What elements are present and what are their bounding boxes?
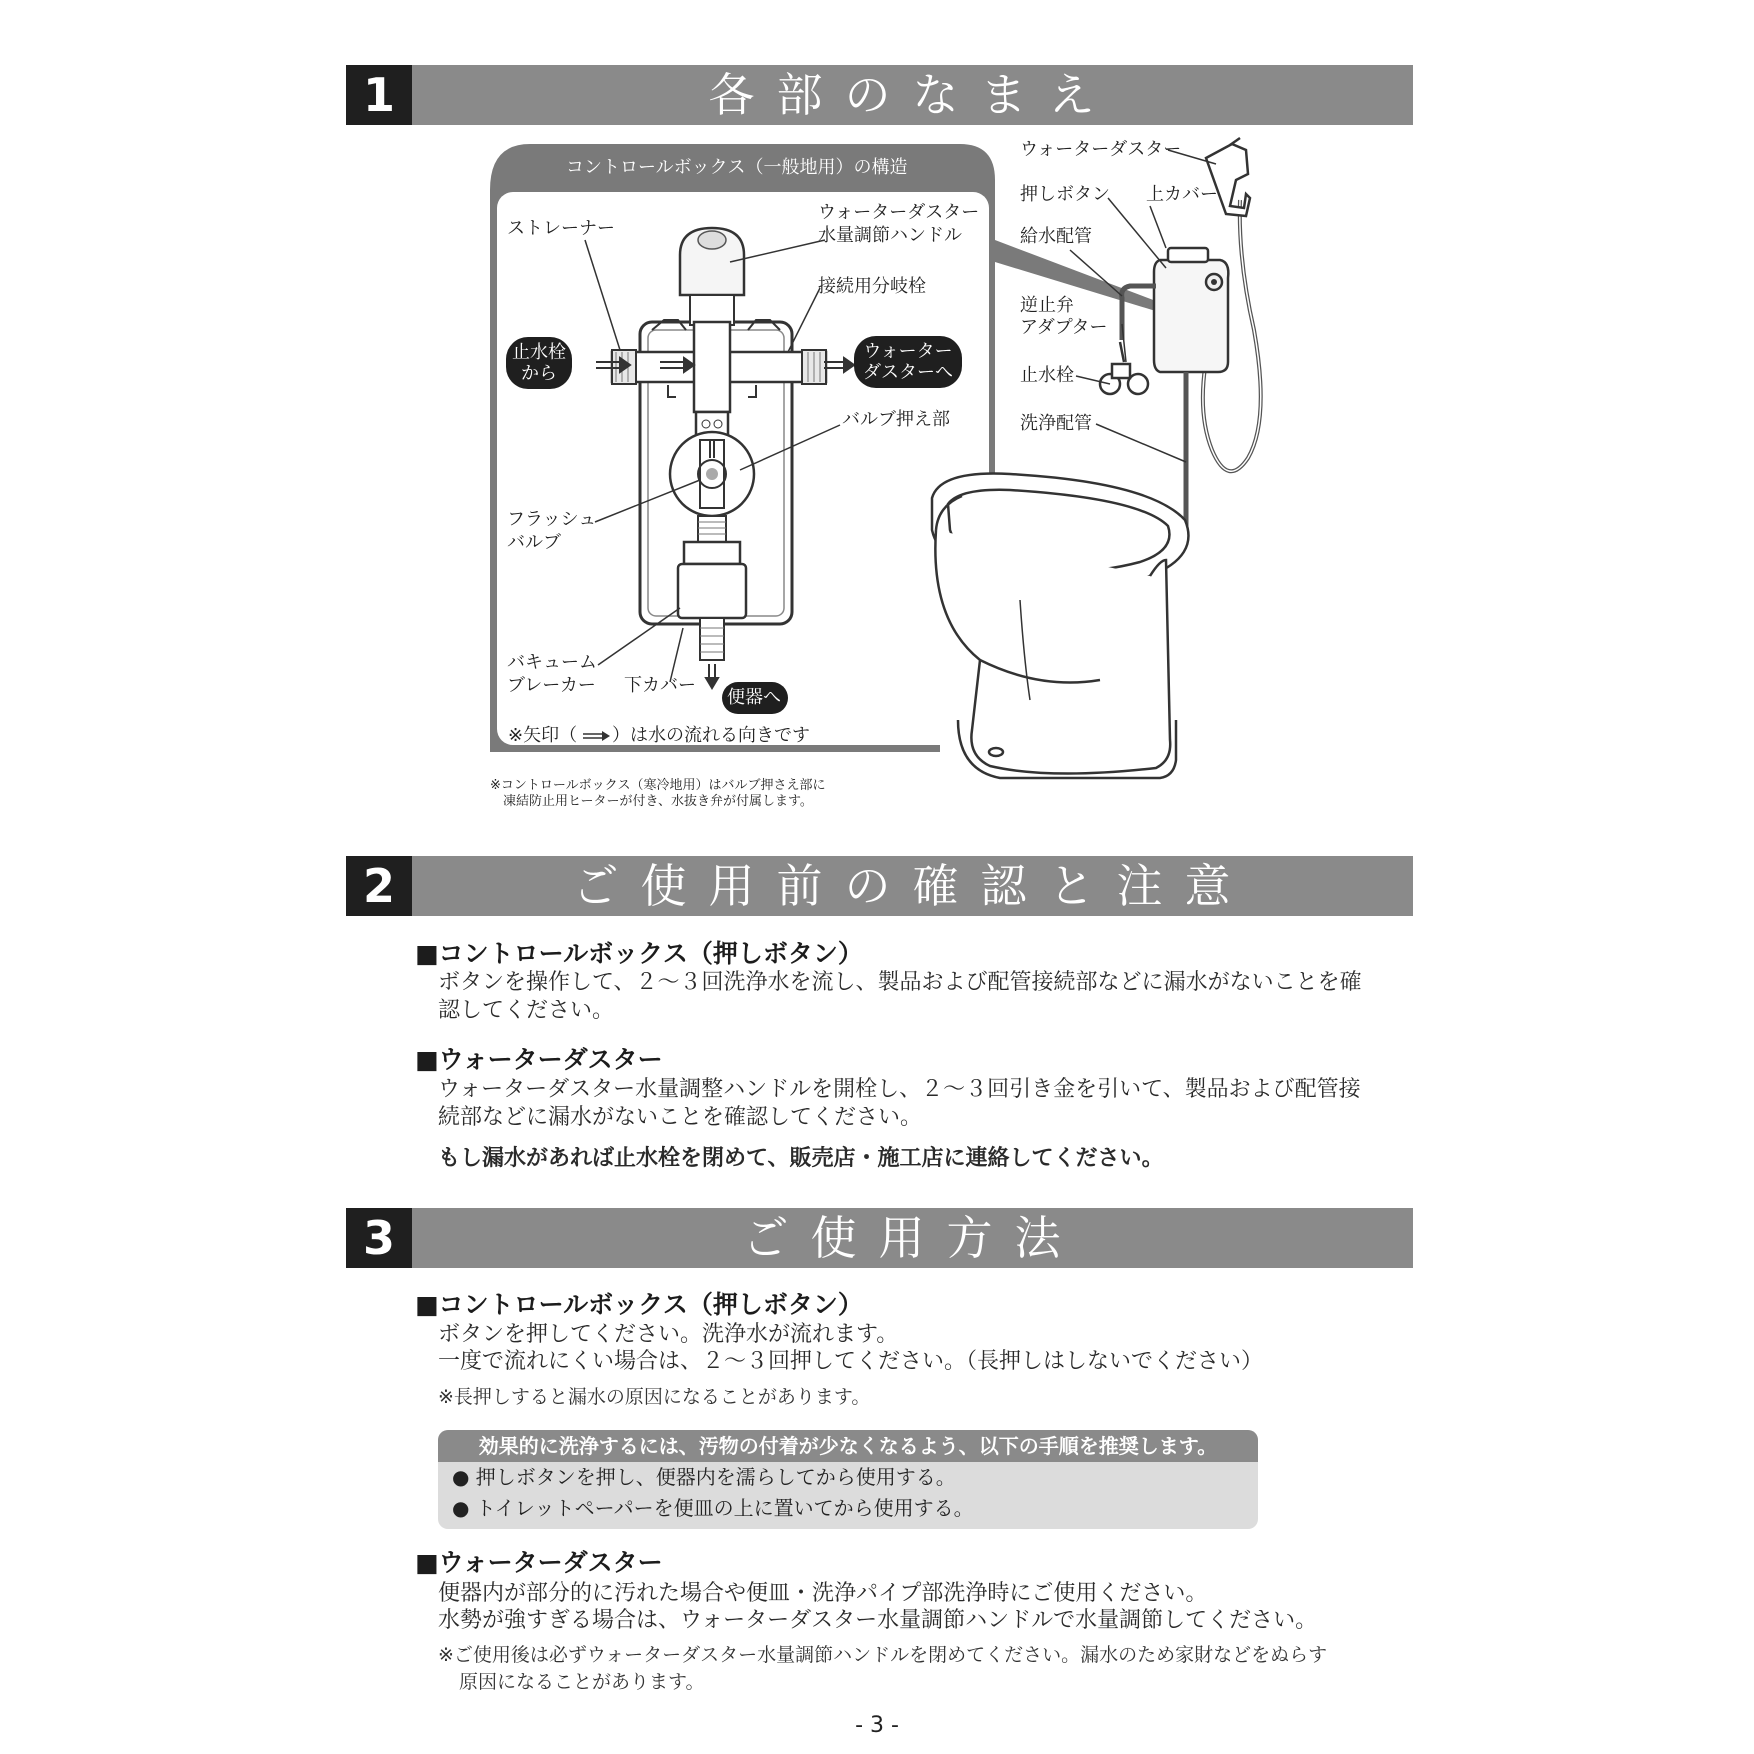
label-push-button: 押しボタン (1020, 184, 1110, 205)
paragraph-2a: ウォーターダスター水量調整ハンドルを開栓し、２～３回引き金を引いて、製品および配管接 (438, 1077, 1361, 1102)
section-title: 各部のなまえ (708, 68, 1117, 122)
label-handle-1: ウォーターダスター (818, 202, 980, 223)
label-valve-press: バルブ押え部 (842, 409, 950, 430)
label-flush-pipe: 洗浄配管 (1020, 413, 1092, 434)
tip-item: ● 押しボタンを押し、便器内を濡らしてから使用する。 (452, 1465, 956, 1489)
label-handle-2: 水量調節ハンドル (818, 225, 962, 246)
label-to-toilet: 便器へ (727, 687, 781, 708)
usage-note-1: ※長押しすると漏水の原因になることがあります。 (438, 1386, 871, 1408)
pill-to-duster: ウォーター ダスターへ (854, 336, 962, 388)
label-branch: 接続用分岐栓 (818, 276, 926, 297)
section-number: 2 (346, 856, 412, 916)
section-2-header (346, 856, 1413, 916)
vacuum-breaker (678, 564, 746, 618)
pill-from-stop-valve: 止水栓 から (506, 337, 572, 389)
arrow-note-post: ）は水の流れる向きです (612, 725, 810, 746)
label-flush-1: フラッシュ (507, 509, 597, 530)
paragraph-2b: 続部などに漏水がないことを確認してください。 (438, 1105, 923, 1130)
section-number: 1 (346, 65, 412, 125)
usage-paragraph-1a: ボタンを押してください。洗浄水が流れます。 (438, 1322, 899, 1347)
heading-control-box: ■コントロールボックス（押しボタン） (415, 939, 863, 968)
tip-box (438, 1430, 1258, 1529)
label-water-duster: ウォーターダスター (1020, 139, 1182, 160)
label-lower-cover: 下カバー (624, 675, 696, 696)
heading-water-duster: ■ウォーターダスター (415, 1045, 663, 1074)
tip-header: 効果的に洗浄するには、汚物の付着が少なくなるよう、以下の手順を推奨します。 (438, 1430, 1258, 1462)
label-stop-valve: 止水栓 (1020, 365, 1074, 386)
section-3-header (346, 1208, 1413, 1268)
page-number: - 3 - (855, 1713, 899, 1738)
usage-paragraph-2a: 便器内が部分的に汚れた場合や便皿・洗浄パイプ部洗浄時にご使用ください。 (438, 1581, 1208, 1606)
footnote-2: 凍結防止用ヒーターが付き、水抜き弁が付属します。 (503, 794, 813, 809)
heading-control-box-usage: ■コントロールボックス（押しボタン） (415, 1290, 863, 1319)
tip-item: ● トイレットペーパーを便皿の上に置いてから使用する。 (452, 1496, 974, 1520)
label-strainer: ストレーナー (507, 218, 615, 239)
section-number: 3 (346, 1208, 412, 1268)
usage-paragraph-1b: 一度で流れにくい場合は、２～３回押してください。（長押しはしないでください） (438, 1349, 1264, 1374)
footnote-1: ※コントロールボックス（寒冷地用）はバルブ押さえ部に (490, 778, 826, 793)
label-check-valve-1: 逆止弁 (1020, 295, 1074, 316)
label-supply-pipe: 給水配管 (1020, 226, 1092, 247)
label-upper-cover: 上カバー (1146, 184, 1218, 205)
label-vacuum-2: ブレーカー (507, 675, 596, 696)
paragraph-1b: 認してください。 (438, 998, 615, 1023)
label-flush-2: バルブ (507, 532, 561, 553)
usage-note-2b: 原因になることがあります。 (459, 1671, 705, 1693)
heading-water-duster-usage: ■ウォーターダスター (415, 1548, 663, 1577)
section-title: ご使用前の確認と注意 (572, 859, 1253, 913)
warning-text: もし漏水があれば止水栓を閉めて、販売店・施工店に連絡してください。 (438, 1146, 1164, 1171)
paragraph-1a: ボタンを操作して、２～３回洗浄水を流し、製品および配管接続部などに漏水がないことを確 (438, 970, 1362, 995)
label-vacuum-1: バキューム (507, 652, 597, 673)
usage-paragraph-2b: 水勢が強すぎる場合は、ウォーターダスター水量調節ハンドルで水量調節してください。 (438, 1608, 1318, 1633)
usage-note-2a: ※ご使用後は必ずウォーターダスター水量調節ハンドルを閉めてください。漏水のため家財などをぬらす (438, 1644, 1328, 1666)
section-title: ご使用方法 (742, 1211, 1083, 1265)
label-check-valve-2: アダプター (1020, 317, 1108, 338)
box-title: コントロールボックス（一般地用）の構造 (566, 157, 908, 178)
arrow-note-pre: ※矢印（ (508, 725, 578, 746)
